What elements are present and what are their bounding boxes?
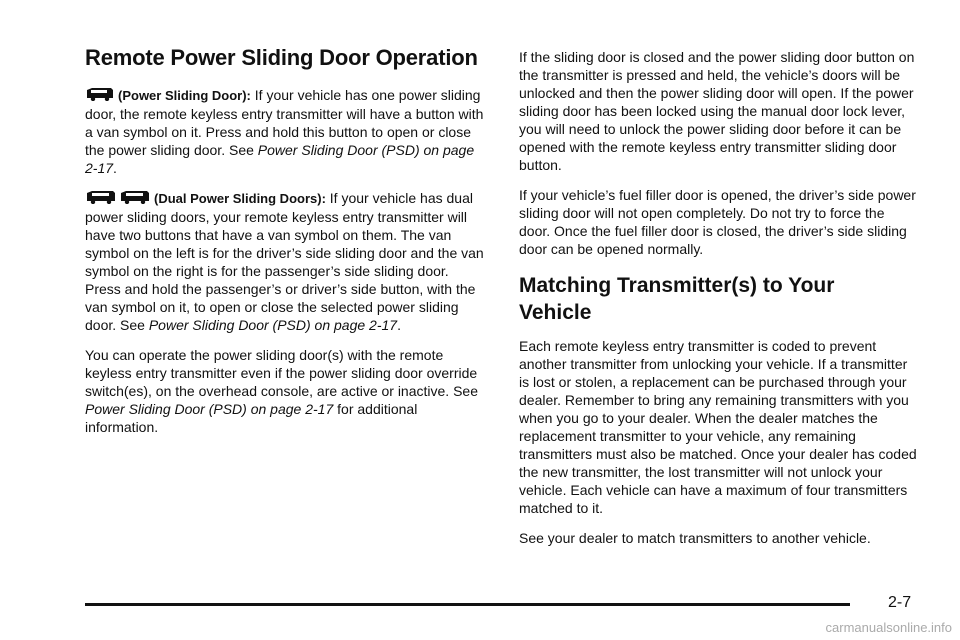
unlock-paragraph: If the sliding door is closed and the power sliding door button on the transmitter is pressed and held, the vehicle’s doors will be unlocked and then the power sliding door will open. If the power sliding door has been locked using the manual door lock lever, you will need to unlock the power sliding door before it can be opened with the remote keyless entry transmitter sliding door button. — [519, 49, 915, 173]
dual-power-sliding-doors-paragraph — [85, 189, 485, 334]
power-sliding-door-paragraph — [85, 86, 485, 177]
right-column — [519, 48, 919, 559]
watermark: carmanualsonline.info — [825, 620, 952, 635]
section-title: Remote Power Sliding Door Operation — [85, 45, 478, 70]
van-icon — [85, 87, 115, 101]
dual-power-sliding-doors-text: If your vehicle has dual power sliding doors, your remote keyless entry transmitter will have two buttons that have a van symbol on them. The van symbol on the left is for the driver’s side sliding door and the van symbol on the right is for the passenger’s side sliding door. Press and hold the passenger’s or driver’s side button, with the van symbol on it, to open or close the selected power sliding door. See — [85, 189, 484, 333]
dual-power-sliding-doors-lead: (Dual Power Sliding Doors): — [154, 190, 326, 206]
coding-paragraph: Each remote keyless entry transmitter is coded to prevent another transmitter from unlocking your vehicle. If a transmitter is lost or stolen, a replacement can be purchased through your dealer. Remember to bring any remaining transmitters with you when you go to your dealer. When the dealer matches the replacement transmitter to your vehicle, any remaining transmitters must also be matched. Once your dealer has coded the new transmitter, the lost transmitter will not unlock your vehicle. Each vehicle can have a maximum of four transmitters matched to it. — [519, 337, 917, 516]
fuel-filler-paragraph: If your vehicle’s fuel filler door is opened, the driver’s side power sliding door will not open completely. Do not try to force the door. Once the fuel filler door is closed, the driver’s side sliding door can be opened normally. — [519, 187, 916, 257]
psd-reference-link[interactable]: Power Sliding Door (PSD) on page 2-17 — [85, 400, 334, 417]
override-switch-paragraph — [85, 346, 485, 436]
power-sliding-door-text: If your vehicle has one power sliding door, the remote keyless entry transmitter will have a button with a van symbol on it. Press and hold this button to open or close the power sliding door. See — [85, 86, 484, 158]
matching-transmitters-heading: Matching Transmitter(s) to Your Vehicle — [519, 274, 835, 325]
sentence-end: . — [397, 316, 401, 333]
dealer-paragraph: See your dealer to match transmitters to another vehicle. — [519, 529, 871, 546]
psd-reference-link[interactable]: Power Sliding Door (PSD) on page 2-17 — [85, 141, 475, 176]
override-switch-end: for additional information. — [85, 400, 418, 435]
psd-reference-link[interactable]: Power Sliding Door (PSD) on page 2-17 — [148, 316, 398, 333]
power-sliding-door-lead: (Power Sliding Door): — [118, 87, 251, 103]
page-number: 2-7 — [888, 594, 912, 611]
sentence-end: . — [113, 159, 117, 176]
override-switch-text: You can operate the power sliding door(s) with the remote keyless entry transmitter even if the power sliding door override switch(es), on the overhead console, are active or inactive. See — [85, 346, 478, 399]
left-column — [85, 44, 485, 448]
footer-rule — [85, 603, 850, 606]
dual-van-icon — [85, 190, 151, 204]
